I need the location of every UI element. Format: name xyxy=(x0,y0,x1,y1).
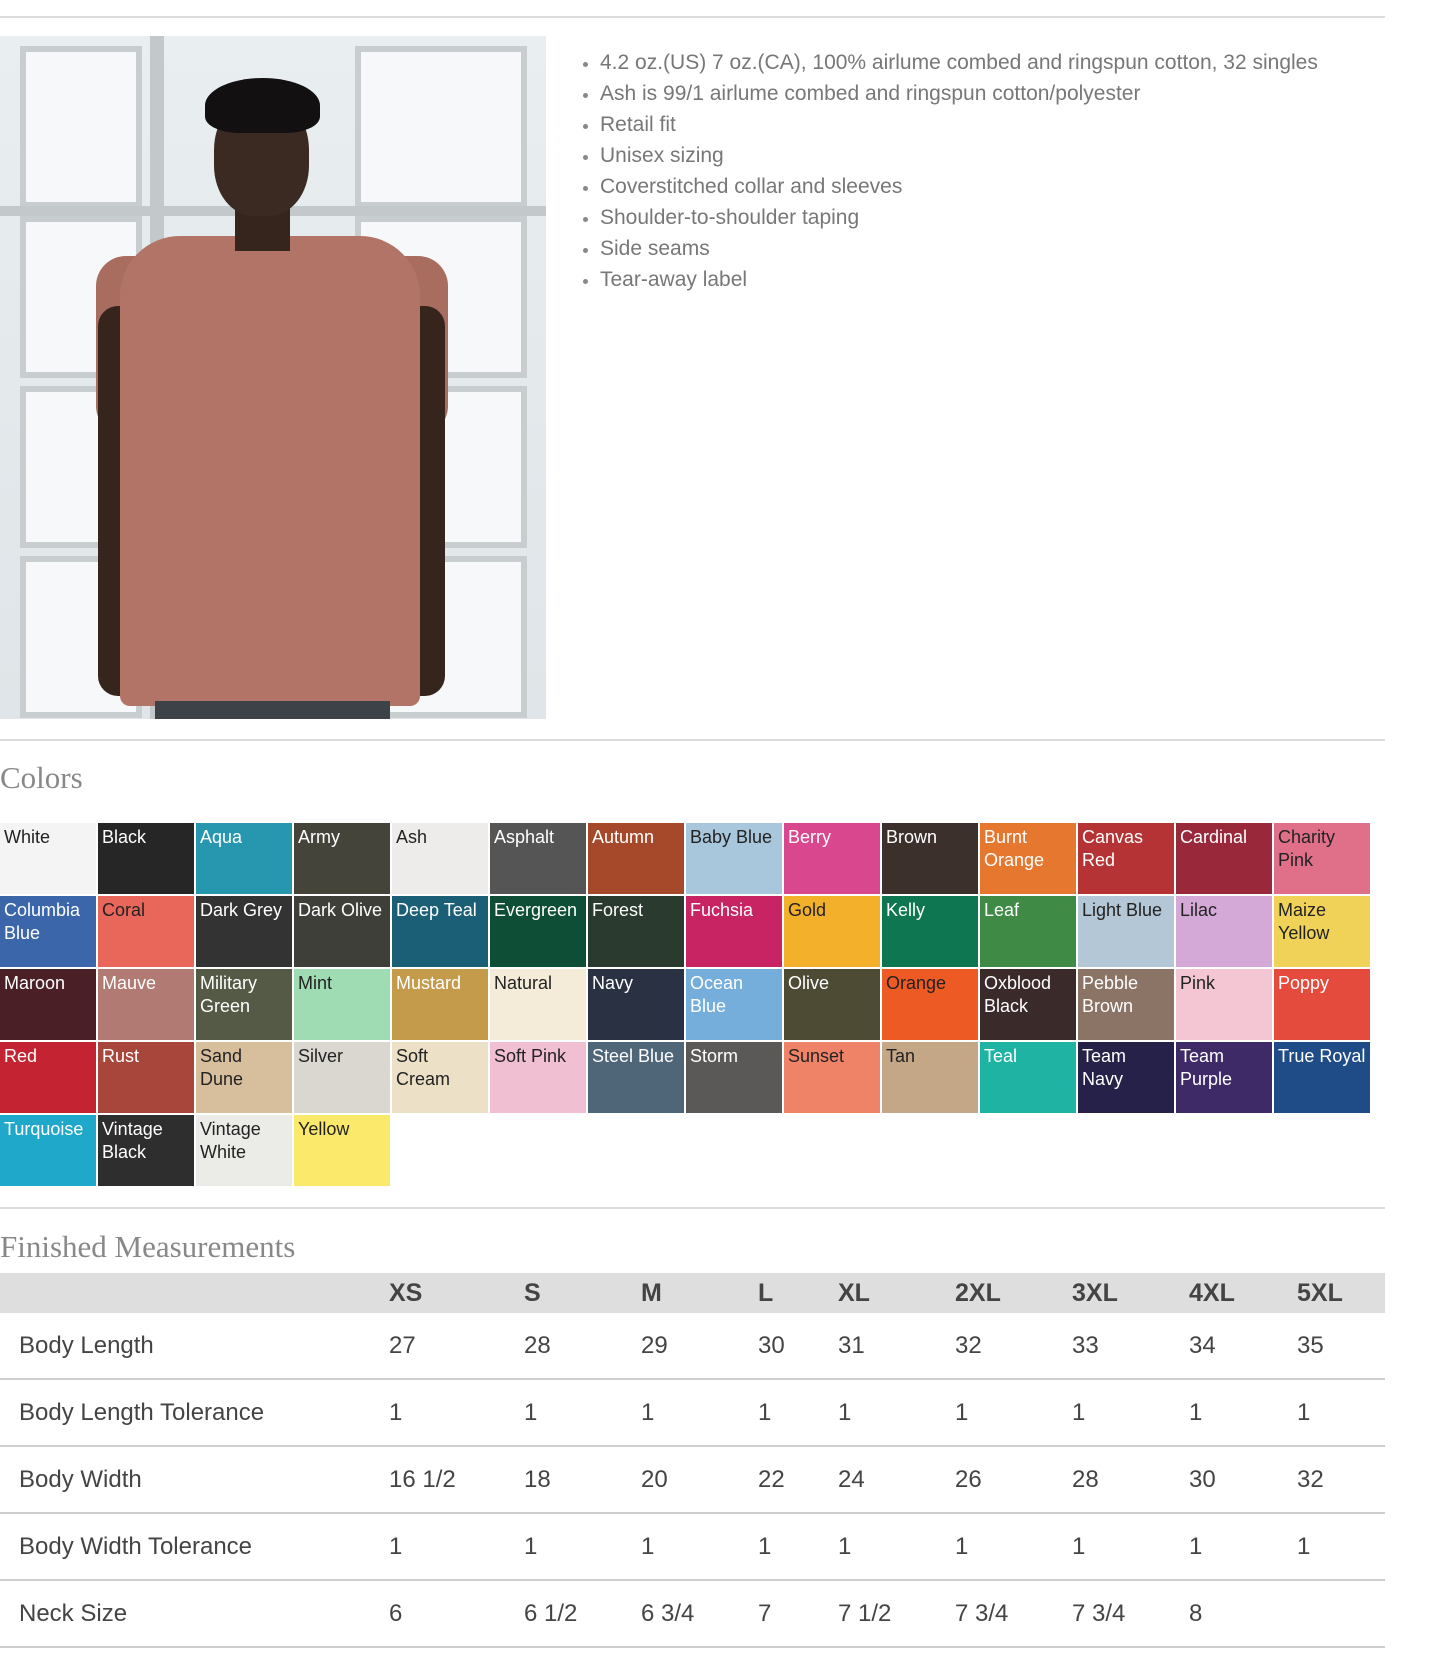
measurement-cell: 7 3/4 xyxy=(955,1580,1072,1647)
color-swatch[interactable]: Fuchsia xyxy=(686,896,782,967)
feature-item: • Tear-away label xyxy=(600,269,1330,291)
color-swatch[interactable]: Sunset xyxy=(784,1042,880,1113)
color-swatch[interactable]: Military Green xyxy=(196,969,292,1040)
color-swatch[interactable]: Kelly xyxy=(882,896,978,967)
measurement-cell: 1 xyxy=(838,1513,955,1580)
color-swatch[interactable]: Yellow xyxy=(294,1115,390,1186)
color-swatch[interactable]: Forest xyxy=(588,896,684,967)
measurement-cell: 1 xyxy=(955,1513,1072,1580)
measurement-cell: 32 xyxy=(955,1313,1072,1379)
color-swatch[interactable]: Coral xyxy=(98,896,194,967)
measurement-cell: 6 xyxy=(389,1580,524,1647)
size-header: 2XL xyxy=(955,1273,1072,1313)
measurement-cell: 30 xyxy=(758,1313,838,1379)
color-swatch[interactable]: Evergreen xyxy=(490,896,586,967)
measurement-cell: 24 xyxy=(838,1446,955,1513)
measurement-cell: 1 xyxy=(389,1379,524,1446)
color-swatch[interactable]: Oxblood Black xyxy=(980,969,1076,1040)
color-swatch[interactable]: Team Navy xyxy=(1078,1042,1174,1113)
measurement-cell: 1 xyxy=(524,1513,641,1580)
color-swatch[interactable]: Asphalt xyxy=(490,823,586,894)
color-swatch[interactable]: Columbia Blue xyxy=(0,896,96,967)
measurements-divider xyxy=(0,1207,1385,1209)
feature-item: • Unisex sizing xyxy=(600,145,1330,167)
measurements-table xyxy=(0,1273,1385,1648)
size-header: 3XL xyxy=(1072,1273,1189,1313)
color-swatch[interactable]: Olive xyxy=(784,969,880,1040)
color-swatch[interactable]: Silver xyxy=(294,1042,390,1113)
feature-item: • Shoulder-to-shoulder taping xyxy=(600,207,1330,229)
measurement-cell: 6 1/2 xyxy=(524,1580,641,1647)
size-header: M xyxy=(641,1273,758,1313)
row-label: Body Width Tolerance xyxy=(0,1513,389,1580)
product-photo xyxy=(0,36,546,719)
color-swatch[interactable]: Pebble Brown xyxy=(1078,969,1174,1040)
color-swatch[interactable]: Burnt Orange xyxy=(980,823,1076,894)
measurement-cell: 1 xyxy=(641,1513,758,1580)
color-swatch[interactable]: Berry xyxy=(784,823,880,894)
color-swatch[interactable]: Pink xyxy=(1176,969,1272,1040)
color-swatch[interactable]: True Royal xyxy=(1274,1042,1370,1113)
color-swatch[interactable]: Black xyxy=(98,823,194,894)
measurement-cell: 1 xyxy=(758,1513,838,1580)
measurement-cell: 27 xyxy=(389,1313,524,1379)
color-swatch[interactable]: Sand Dune xyxy=(196,1042,292,1113)
color-swatch[interactable]: Rust xyxy=(98,1042,194,1113)
colors-divider xyxy=(0,739,1385,741)
measurement-cell: 32 xyxy=(1297,1446,1385,1513)
color-swatch[interactable]: Navy xyxy=(588,969,684,1040)
color-swatch[interactable]: Orange xyxy=(882,969,978,1040)
color-swatch[interactable]: Team Purple xyxy=(1176,1042,1272,1113)
color-swatch[interactable]: Soft Pink xyxy=(490,1042,586,1113)
table-row xyxy=(0,1313,1385,1379)
color-swatch[interactable]: Poppy xyxy=(1274,969,1370,1040)
size-header: S xyxy=(524,1273,641,1313)
color-swatch[interactable]: Aqua xyxy=(196,823,292,894)
measurement-cell: 26 xyxy=(955,1446,1072,1513)
measurement-cell: 7 3/4 xyxy=(1072,1580,1189,1647)
color-swatch[interactable]: Mauve xyxy=(98,969,194,1040)
measurement-cell: 29 xyxy=(641,1313,758,1379)
measurement-cell: 7 xyxy=(758,1580,838,1647)
measurement-cell: 8 xyxy=(1189,1580,1297,1647)
measurement-cell: 20 xyxy=(641,1446,758,1513)
measurement-cell: 16 1/2 xyxy=(389,1446,524,1513)
measurement-cell xyxy=(1297,1580,1385,1647)
color-swatch[interactable]: Vintage White xyxy=(196,1115,292,1186)
measurement-cell: 28 xyxy=(1072,1446,1189,1513)
color-swatch[interactable]: Canvas Red xyxy=(1078,823,1174,894)
table-row xyxy=(0,1580,1385,1647)
color-swatch[interactable]: Dark Grey xyxy=(196,896,292,967)
color-swatch[interactable]: Leaf xyxy=(980,896,1076,967)
color-swatch[interactable]: Autumn xyxy=(588,823,684,894)
color-swatch[interactable]: Steel Blue xyxy=(588,1042,684,1113)
color-swatch[interactable]: Vintage Black xyxy=(98,1115,194,1186)
color-swatch[interactable]: Brown xyxy=(882,823,978,894)
table-row xyxy=(0,1379,1385,1446)
color-swatch[interactable]: Natural xyxy=(490,969,586,1040)
table-row xyxy=(0,1513,1385,1580)
measurement-cell: 1 xyxy=(1072,1379,1189,1446)
feature-item: • 4.2 oz.(US) 7 oz.(CA), 100% airlume combed and ringspun cotton, 32 singles xyxy=(600,52,1330,74)
measurement-cell: 34 xyxy=(1189,1313,1297,1379)
size-header: XS xyxy=(389,1273,524,1313)
measurement-cell: 18 xyxy=(524,1446,641,1513)
color-swatch[interactable]: Storm xyxy=(686,1042,782,1113)
size-header: L xyxy=(758,1273,838,1313)
size-header: 5XL xyxy=(1297,1273,1385,1313)
color-swatch[interactable]: Cardinal xyxy=(1176,823,1272,894)
row-label: Body Length Tolerance xyxy=(0,1379,389,1446)
measurement-cell: 22 xyxy=(758,1446,838,1513)
color-swatch[interactable]: Mustard xyxy=(392,969,488,1040)
feature-list xyxy=(555,52,1330,300)
row-label: Body Width xyxy=(0,1446,389,1513)
color-swatch[interactable]: Ash xyxy=(392,823,488,894)
size-header: 4XL xyxy=(1189,1273,1297,1313)
color-swatch[interactable]: Lilac xyxy=(1176,896,1272,967)
size-header: XL xyxy=(838,1273,955,1313)
measurements-header-row xyxy=(0,1273,1385,1313)
measurement-cell: 1 xyxy=(1189,1379,1297,1446)
color-swatch[interactable]: Gold xyxy=(784,896,880,967)
color-swatch[interactable]: Ocean Blue xyxy=(686,969,782,1040)
measurement-cell: 1 xyxy=(389,1513,524,1580)
color-swatch[interactable]: Army xyxy=(294,823,390,894)
color-swatch[interactable]: Turquoise xyxy=(0,1115,96,1186)
measurement-cell: 1 xyxy=(838,1379,955,1446)
color-swatch[interactable]: Soft Cream xyxy=(392,1042,488,1113)
color-swatch[interactable]: Baby Blue xyxy=(686,823,782,894)
measurement-cell: 31 xyxy=(838,1313,955,1379)
measurement-cell: 1 xyxy=(1297,1379,1385,1446)
colors-title: Colors xyxy=(0,760,83,795)
color-swatch[interactable]: Tan xyxy=(882,1042,978,1113)
measurement-cell: 1 xyxy=(524,1379,641,1446)
measurement-cell: 1 xyxy=(1072,1513,1189,1580)
measurement-cell: 30 xyxy=(1189,1446,1297,1513)
table-row xyxy=(0,1446,1385,1513)
header-blank xyxy=(0,1273,389,1313)
color-swatch[interactable]: Maize Yellow xyxy=(1274,896,1370,967)
measurement-cell: 1 xyxy=(1297,1513,1385,1580)
color-swatch[interactable]: Light Blue xyxy=(1078,896,1174,967)
measurement-cell: 33 xyxy=(1072,1313,1189,1379)
measurement-cell: 35 xyxy=(1297,1313,1385,1379)
feature-item: • Retail fit xyxy=(600,114,1330,136)
color-swatch[interactable]: Mint xyxy=(294,969,390,1040)
color-swatch[interactable]: Maroon xyxy=(0,969,96,1040)
measurement-cell: 1 xyxy=(955,1379,1072,1446)
color-swatch[interactable]: Dark Olive xyxy=(294,896,390,967)
measurement-cell: 6 3/4 xyxy=(641,1580,758,1647)
color-swatch[interactable]: Teal xyxy=(980,1042,1076,1113)
feature-item: • Coverstitched collar and sleeves xyxy=(600,176,1330,198)
measurement-cell: 7 1/2 xyxy=(838,1580,955,1647)
color-swatch[interactable]: Red xyxy=(0,1042,96,1113)
feature-item: • Ash is 99/1 airlume combed and ringspun cotton/polyester xyxy=(600,83,1330,105)
row-label: Neck Size xyxy=(0,1580,389,1647)
color-swatch[interactable]: Deep Teal xyxy=(392,896,488,967)
measurement-cell: 28 xyxy=(524,1313,641,1379)
color-swatch-grid xyxy=(0,823,1376,1186)
color-swatch[interactable]: White xyxy=(0,823,96,894)
color-swatch[interactable]: Charity Pink xyxy=(1274,823,1370,894)
measurements-title: Finished Measurements xyxy=(0,1229,296,1264)
measurement-cell: 1 xyxy=(1189,1513,1297,1580)
row-label: Body Length xyxy=(0,1313,389,1379)
top-divider xyxy=(0,16,1385,18)
measurement-cell: 1 xyxy=(641,1379,758,1446)
feature-item: • Side seams xyxy=(600,238,1330,260)
measurement-cell: 1 xyxy=(758,1379,838,1446)
